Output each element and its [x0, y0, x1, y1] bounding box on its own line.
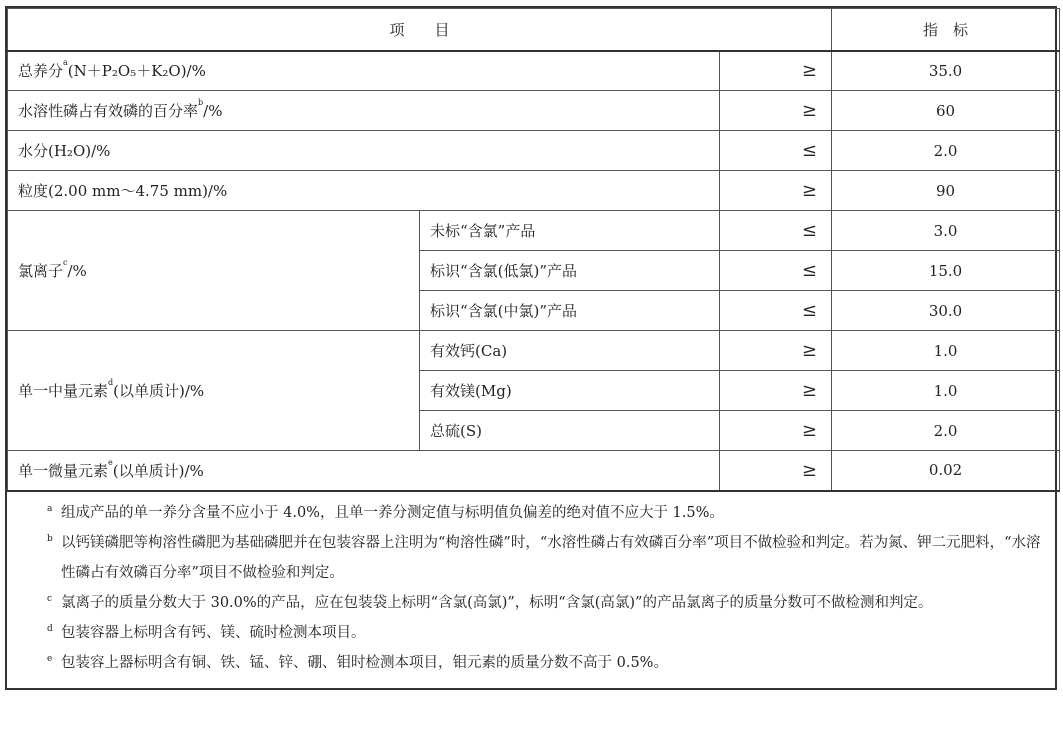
index-value: 3.0 [832, 211, 1060, 251]
sub-label: 有效钙(Ca) [420, 331, 720, 371]
footnote-mark: d [47, 623, 53, 634]
sub-label: 未标“含氯”产品 [420, 211, 720, 251]
table-header-row [8, 9, 1060, 51]
table-row [8, 51, 1060, 91]
operator: ≤ [720, 211, 832, 251]
index-value: 2.0 [832, 411, 1060, 451]
operator: ≤ [720, 131, 832, 171]
operator: ≤ [720, 291, 832, 331]
index-value: 15.0 [832, 251, 1060, 291]
row-label: 粒度(2.00 mm～4.75 mm)/% [8, 171, 720, 211]
index-value: 0.02 [832, 451, 1060, 491]
operator: ≥ [720, 411, 832, 451]
footnote-text: 以钙镁磷肥等枸溶性磷肥为基础磷肥并在包装容器上注明为“枸溶性磷”时，“水溶性磷占有效磷百分率”项目不做检验和判定。若为氮、钾二元肥料，“水溶性磷占有效磷百分率”项目不做检验和判定。 [61, 534, 1041, 581]
table-row [8, 131, 1060, 171]
table-row [8, 171, 1060, 211]
header-item: 项 目 [8, 9, 832, 51]
sub-label: 有效镁(Mg) [420, 371, 720, 411]
operator: ≥ [720, 331, 832, 371]
operator: ≥ [720, 371, 832, 411]
footnotes [7, 492, 1055, 688]
requirements-table-frame [5, 6, 1057, 690]
requirements-table [7, 8, 1060, 492]
index-value: 2.0 [832, 131, 1060, 171]
sub-label: 标识“含氯(中氯)”产品 [420, 291, 720, 331]
index-value: 90 [832, 171, 1060, 211]
index-value: 1.0 [832, 331, 1060, 371]
operator: ≥ [720, 451, 832, 491]
table-row [8, 211, 1060, 251]
group-label-chloride: 氯离子$^c$/% [8, 211, 420, 331]
footnote-text: 包装容器上标明含有钙、镁、硫时检测本项目。 [61, 624, 366, 641]
group-label-secondary: 单一中量元素$^d$(以单质计)/% [8, 331, 420, 451]
index-value: 30.0 [832, 291, 1060, 331]
footnote [7, 498, 1055, 528]
table-row [8, 451, 1060, 491]
footnote-mark: e [47, 653, 53, 664]
operator: ≤ [720, 251, 832, 291]
row-label: 总养分$^a$(N＋P₂O₅＋K₂O)/% [8, 51, 720, 91]
index-value: 60 [832, 91, 1060, 131]
operator: ≥ [720, 91, 832, 131]
footnote-mark: c [47, 593, 53, 604]
footnote-text: 氯离子的质量分数大于 30.0%的产品，应在包装袋上标明“含氯(高氯)”，标明“含氯(高氯)”的产品氯离子的质量分数可不做检测和判定。 [61, 594, 933, 611]
row-label: 水溶性磷占有效磷的百分率$^b$/% [8, 91, 720, 131]
footnote-text: 包装容上器标明含有铜、铁、锰、锌、硼、钼时检测本项目，钼元素的质量分数不高于 0.5%。 [61, 654, 668, 671]
index-value: 35.0 [832, 51, 1060, 91]
row-label: 水分(H₂O)/% [8, 131, 720, 171]
header-index: 指 标 [832, 9, 1060, 51]
operator: ≥ [720, 171, 832, 211]
operator: ≥ [720, 51, 832, 91]
footnote [7, 528, 1055, 588]
footnote [7, 618, 1055, 648]
footnote-mark: b [47, 533, 53, 544]
footnote-mark: a [47, 503, 53, 514]
table-row [8, 331, 1060, 371]
sub-label: 总硫(S) [420, 411, 720, 451]
footnote [7, 588, 1055, 618]
index-value: 1.0 [832, 371, 1060, 411]
sub-label: 标识“含氯(低氯)”产品 [420, 251, 720, 291]
table-row [8, 91, 1060, 131]
row-label: 单一微量元素$^e$(以单质计)/% [8, 451, 720, 491]
footnote-text: 组成产品的单一养分含量不应小于 4.0%，且单一养分测定值与标明值负偏差的绝对值不应大于 1.5%。 [61, 504, 724, 521]
footnote [7, 648, 1055, 678]
